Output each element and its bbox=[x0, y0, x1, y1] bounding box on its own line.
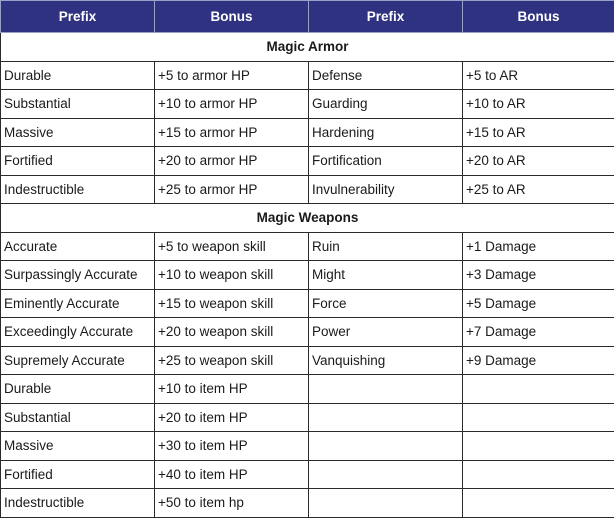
bonus-cell: +25 to armor HP bbox=[155, 175, 309, 204]
prefix-cell: Defense bbox=[309, 61, 463, 90]
bonus-cell: +5 Damage bbox=[463, 289, 614, 318]
table-row bbox=[1, 460, 614, 489]
prefix-cell: Massive bbox=[1, 432, 155, 461]
prefix-cell: Hardening bbox=[309, 118, 463, 147]
bonus-cell: +3 Damage bbox=[463, 261, 614, 290]
prefix-cell: Might bbox=[309, 261, 463, 290]
prefix-cell: Indestructible bbox=[1, 489, 155, 518]
table-row bbox=[1, 375, 614, 404]
prefix-cell: Durable bbox=[1, 61, 155, 90]
section-row bbox=[1, 204, 614, 233]
header-bonus-2: Bonus bbox=[463, 1, 614, 33]
table-row bbox=[1, 61, 614, 90]
header-row bbox=[1, 1, 614, 33]
header-bonus-1: Bonus bbox=[155, 1, 309, 33]
table-row bbox=[1, 432, 614, 461]
bonus-cell bbox=[463, 460, 614, 489]
bonus-cell: +10 to weapon skill bbox=[155, 261, 309, 290]
prefix-cell: Vanquishing bbox=[309, 346, 463, 375]
bonus-cell bbox=[463, 403, 614, 432]
prefix-cell bbox=[309, 432, 463, 461]
table-row bbox=[1, 232, 614, 261]
prefix-cell: Substantial bbox=[1, 90, 155, 119]
bonus-cell: +20 to AR bbox=[463, 147, 614, 176]
prefix-cell: Substantial bbox=[1, 403, 155, 432]
table-row bbox=[1, 261, 614, 290]
prefix-cell: Exceedingly Accurate bbox=[1, 318, 155, 347]
bonus-cell: +5 to weapon skill bbox=[155, 232, 309, 261]
section-title: Magic Weapons bbox=[1, 204, 614, 233]
bonus-cell: +10 to AR bbox=[463, 90, 614, 119]
prefix-cell: Supremely Accurate bbox=[1, 346, 155, 375]
bonus-cell: +5 to AR bbox=[463, 61, 614, 90]
table-row bbox=[1, 118, 614, 147]
table-row bbox=[1, 90, 614, 119]
prefix-cell: Massive bbox=[1, 118, 155, 147]
table-row bbox=[1, 175, 614, 204]
bonus-cell: +20 to weapon skill bbox=[155, 318, 309, 347]
prefix-cell: Fortified bbox=[1, 147, 155, 176]
prefix-cell: Force bbox=[309, 289, 463, 318]
prefix-cell: Eminently Accurate bbox=[1, 289, 155, 318]
bonus-cell: +7 Damage bbox=[463, 318, 614, 347]
prefix-cell: Guarding bbox=[309, 90, 463, 119]
prefix-cell: Ruin bbox=[309, 232, 463, 261]
bonus-cell bbox=[463, 432, 614, 461]
bonus-cell bbox=[463, 375, 614, 404]
bonus-cell: +40 to item HP bbox=[155, 460, 309, 489]
prefix-cell: Accurate bbox=[1, 232, 155, 261]
bonus-cell: +15 to weapon skill bbox=[155, 289, 309, 318]
bonus-cell: +50 to item hp bbox=[155, 489, 309, 518]
prefix-cell: Indestructible bbox=[1, 175, 155, 204]
section-row bbox=[1, 33, 614, 62]
table-row bbox=[1, 289, 614, 318]
table-body bbox=[1, 33, 614, 518]
bonus-cell: +15 to armor HP bbox=[155, 118, 309, 147]
bonus-cell: +25 to AR bbox=[463, 175, 614, 204]
prefix-cell bbox=[309, 403, 463, 432]
bonus-cell: +10 to item HP bbox=[155, 375, 309, 404]
table-row bbox=[1, 318, 614, 347]
table-row bbox=[1, 403, 614, 432]
prefix-cell: Invulnerability bbox=[309, 175, 463, 204]
prefix-cell bbox=[309, 375, 463, 404]
prefix-cell: Surpassingly Accurate bbox=[1, 261, 155, 290]
prefix-cell bbox=[309, 460, 463, 489]
prefix-cell: Power bbox=[309, 318, 463, 347]
table-row bbox=[1, 147, 614, 176]
bonus-cell: +30 to item HP bbox=[155, 432, 309, 461]
prefix-cell: Fortification bbox=[309, 147, 463, 176]
table-row bbox=[1, 346, 614, 375]
bonus-cell: +10 to armor HP bbox=[155, 90, 309, 119]
bonus-cell: +20 to armor HP bbox=[155, 147, 309, 176]
prefix-cell: Fortified bbox=[1, 460, 155, 489]
bonus-cell: +20 to item HP bbox=[155, 403, 309, 432]
bonus-cell: +9 Damage bbox=[463, 346, 614, 375]
header-prefix-1: Prefix bbox=[1, 1, 155, 33]
bonus-cell: +25 to weapon skill bbox=[155, 346, 309, 375]
bonus-cell: +15 to AR bbox=[463, 118, 614, 147]
header-prefix-2: Prefix bbox=[309, 1, 463, 33]
section-title: Magic Armor bbox=[1, 33, 614, 62]
prefix-cell: Durable bbox=[1, 375, 155, 404]
bonus-cell: +5 to armor HP bbox=[155, 61, 309, 90]
bonus-cell: +1 Damage bbox=[463, 232, 614, 261]
